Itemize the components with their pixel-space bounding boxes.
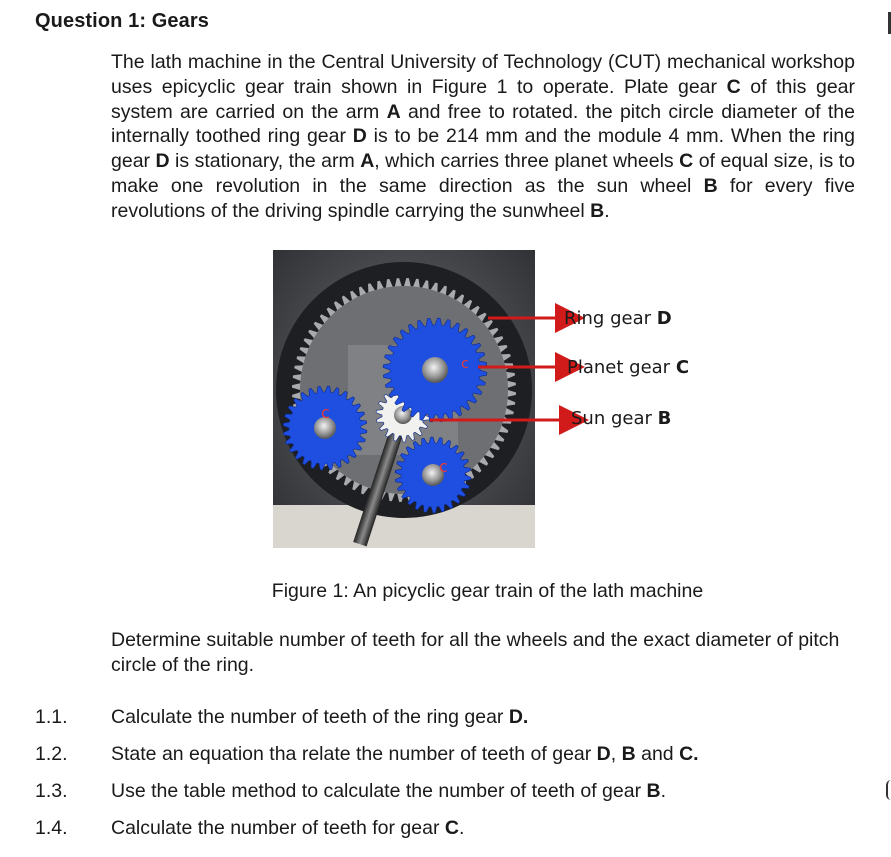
intro-bold: C: [726, 75, 741, 98]
intro-bold: A: [360, 150, 375, 173]
subquestion-text: [111, 706, 528, 729]
subquestion-number: 1.1.: [35, 706, 68, 728]
callout-planet-gear: [567, 357, 689, 378]
subquestion-bold: D: [596, 743, 611, 765]
intro-text: for every five revolutions of the driving spindle carrying the sunwheel: [111, 174, 855, 222]
callout-text: Sun gear: [571, 408, 658, 429]
subquestion-text: [111, 817, 464, 840]
intro-paragraph: [111, 50, 855, 224]
callout-ring-gear: [564, 308, 672, 329]
intro-bold: B: [703, 174, 718, 197]
intro-text: is to be 214 mm and the module 4 mm. When the ring gear: [111, 125, 855, 173]
intro-bold: B: [590, 199, 605, 222]
subquestion-bold: C: [444, 817, 459, 839]
callout-sun-gear: [571, 408, 671, 429]
intro-text: of equal size, is to make one revolution in the same direction as the sun wheel: [111, 150, 855, 197]
subquestion-number: 1.3.: [35, 780, 68, 802]
subquestion-part: Calculate the number of teeth for gear: [111, 817, 445, 839]
question-heading: Question 1: Gears: [35, 10, 209, 32]
intro-text: .: [604, 199, 610, 222]
gear-train-photo: [273, 250, 535, 548]
subquestion-number: 1.2.: [35, 743, 68, 765]
subquestion-part: ,: [610, 743, 622, 765]
subquestion-bold: B: [646, 780, 661, 802]
subquestion-text: [111, 743, 699, 766]
callout-text: Planet gear: [567, 357, 676, 378]
intro-text: The lath machine in the Central University of Technology (CUT) mechanical workshop uses epicyclic gear train shown in Figure 1 to operate. Plate gear: [111, 51, 855, 98]
callout-letter: C: [675, 357, 690, 378]
figure-caption: Figure 1: An picyclic gear train of the lath machine: [271, 580, 704, 602]
subquestion-part: .: [660, 780, 667, 802]
subquestion-bold: C.: [679, 743, 699, 765]
subquestion-text: [111, 780, 666, 803]
callout-letter: D: [656, 308, 672, 329]
task-statement: Determine suitable number of teeth for all the wheels and the exact diameter of pitch circle of the ring.: [111, 629, 840, 676]
planet-gear-left: [283, 386, 367, 470]
subquestion-part: .: [458, 817, 465, 839]
subquestion-bold: B: [621, 743, 636, 765]
callout-letter: B: [657, 408, 672, 429]
gear-letter: c: [321, 403, 330, 422]
callout-text: Ring gear: [564, 308, 657, 329]
intro-text: of this gear system are carried on the arm: [111, 75, 856, 123]
subquestion-part: Calculate the number of teeth of the ring gear: [111, 706, 509, 728]
intro-bold: D: [352, 125, 367, 148]
gear-hub: [422, 357, 448, 383]
intro-bold: C: [679, 150, 694, 173]
gear-letter: c: [461, 356, 469, 372]
intro-bold: D: [155, 150, 170, 173]
intro-bold: A: [386, 100, 401, 123]
gear-letter: c: [439, 457, 448, 476]
intro-text: is stationary, the arm: [169, 150, 361, 173]
margin-bracket: [886, 780, 891, 800]
subquestion-part: and: [635, 743, 680, 765]
intro-text: , which carries three planet wheels: [374, 150, 680, 173]
subquestion-bold: D.: [508, 706, 529, 728]
subquestion-part: State an equation tha relate the number of teeth of gear: [111, 743, 597, 765]
intro-text: and free to rotated. the pitch circle diameter of the internally toothed ring gear: [111, 100, 855, 148]
subquestion-part: Use the table method to calculate the number of teeth of gear: [111, 780, 647, 802]
subquestion-number: 1.4.: [35, 817, 68, 839]
gear-train-illustration: [273, 250, 535, 548]
